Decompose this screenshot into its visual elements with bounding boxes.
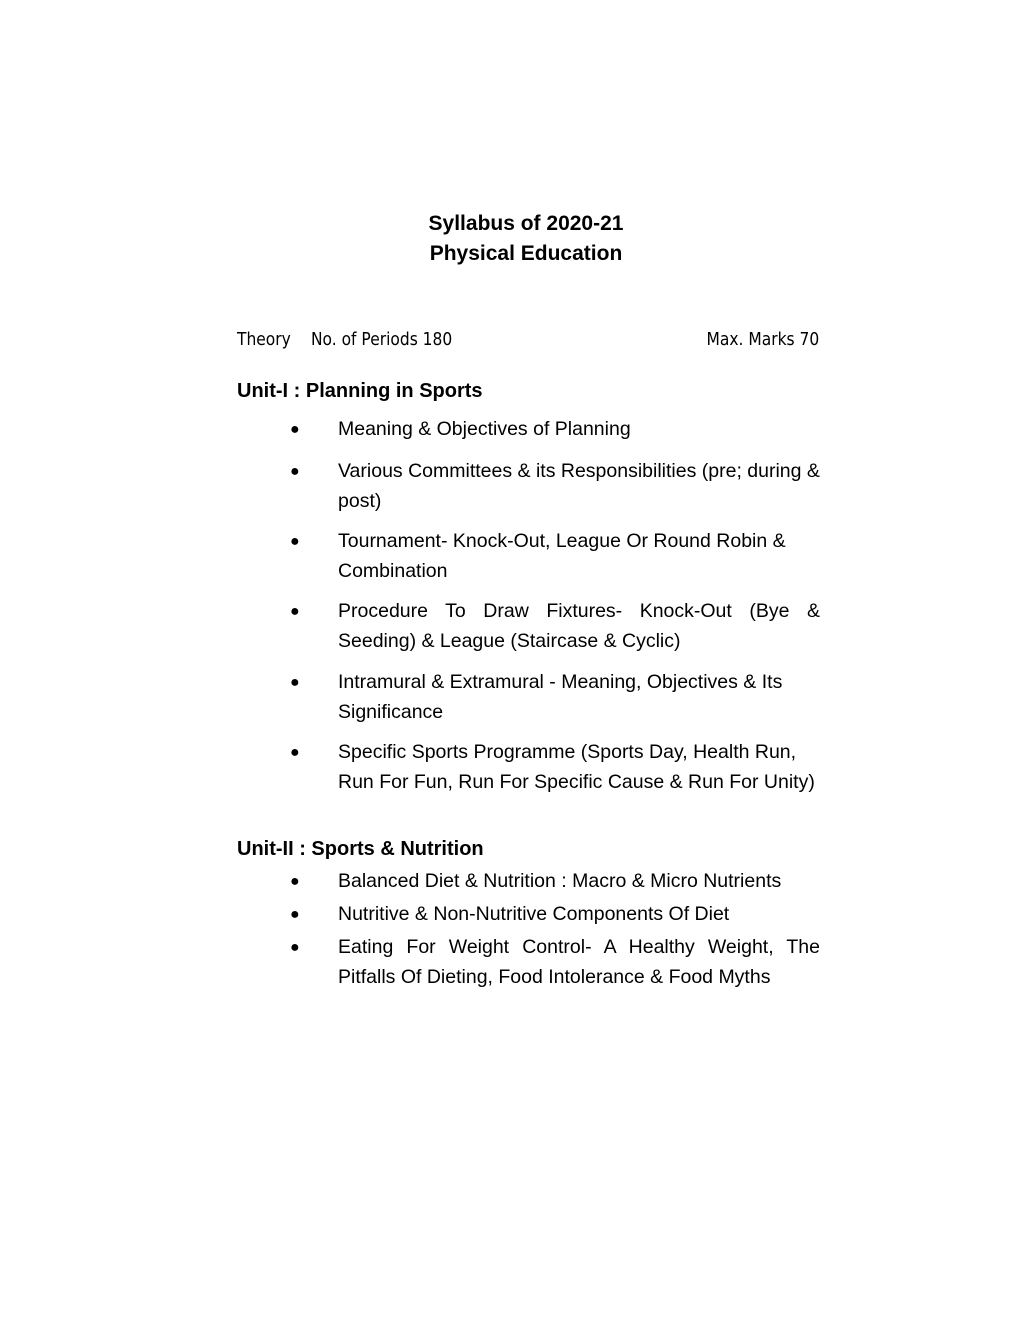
bullet-icon: ● (290, 674, 300, 691)
topic-item (290, 457, 820, 516)
bullet-icon: ● (290, 873, 300, 890)
topic-text: Meaning & Objectives of Planning (338, 418, 631, 440)
topic-text: Various Committees & its Responsibilities (pre; during & post) (338, 460, 820, 512)
topic-item (290, 668, 820, 727)
topic-item (290, 738, 820, 797)
topic-text: Intramural & Extramural - Meaning, Objectives & Its Significance (338, 671, 783, 723)
topic-item (290, 867, 820, 897)
bullet-icon: ● (290, 906, 300, 923)
unit-heading: Unit-I : Planning in Sports (237, 380, 483, 402)
topic-item (290, 415, 820, 445)
course-meta-row (237, 325, 820, 355)
max-marks-label: Max. Marks 70 (706, 329, 820, 350)
bullet-icon: ● (290, 463, 300, 480)
bullet-icon: ● (290, 939, 300, 956)
topic-item (290, 527, 820, 586)
topic-item (290, 933, 820, 992)
topic-text: Nutritive & Non-Nutritive Components Of Diet (338, 903, 730, 925)
topic-text: Eating For Weight Control- A Healthy Weight, The Pitfalls Of Dieting, Food Intolerance & Food Myths (338, 936, 820, 988)
periods-label: No. of Periods 180 (310, 329, 453, 350)
topic-text: Procedure To Draw Fixtures- Knock-Out (Bye & Seeding) & League (Staircase & Cyclic) (338, 600, 820, 652)
subject-title: Physical Education (429, 242, 623, 265)
topic-text: Specific Sports Programme (Sports Day, Health Run, Run For Fun, Run For Specific Cause & Run For Unity) (338, 741, 815, 793)
topic-item (290, 597, 820, 656)
theory-label: Theory (237, 329, 291, 350)
topic-text: Balanced Diet & Nutrition : Macro & Micro Nutrients (338, 870, 782, 892)
bullet-icon: ● (290, 603, 300, 620)
bullet-icon: ● (290, 533, 300, 550)
bullet-icon: ● (290, 744, 300, 761)
bullet-icon: ● (290, 421, 300, 438)
unit-heading: Unit-II : Sports & Nutrition (237, 838, 484, 860)
topic-text: Tournament- Knock-Out, League Or Round Robin & Combination (338, 530, 786, 582)
document-title: Syllabus of 2020-21 (428, 212, 624, 235)
topic-item (290, 900, 820, 930)
